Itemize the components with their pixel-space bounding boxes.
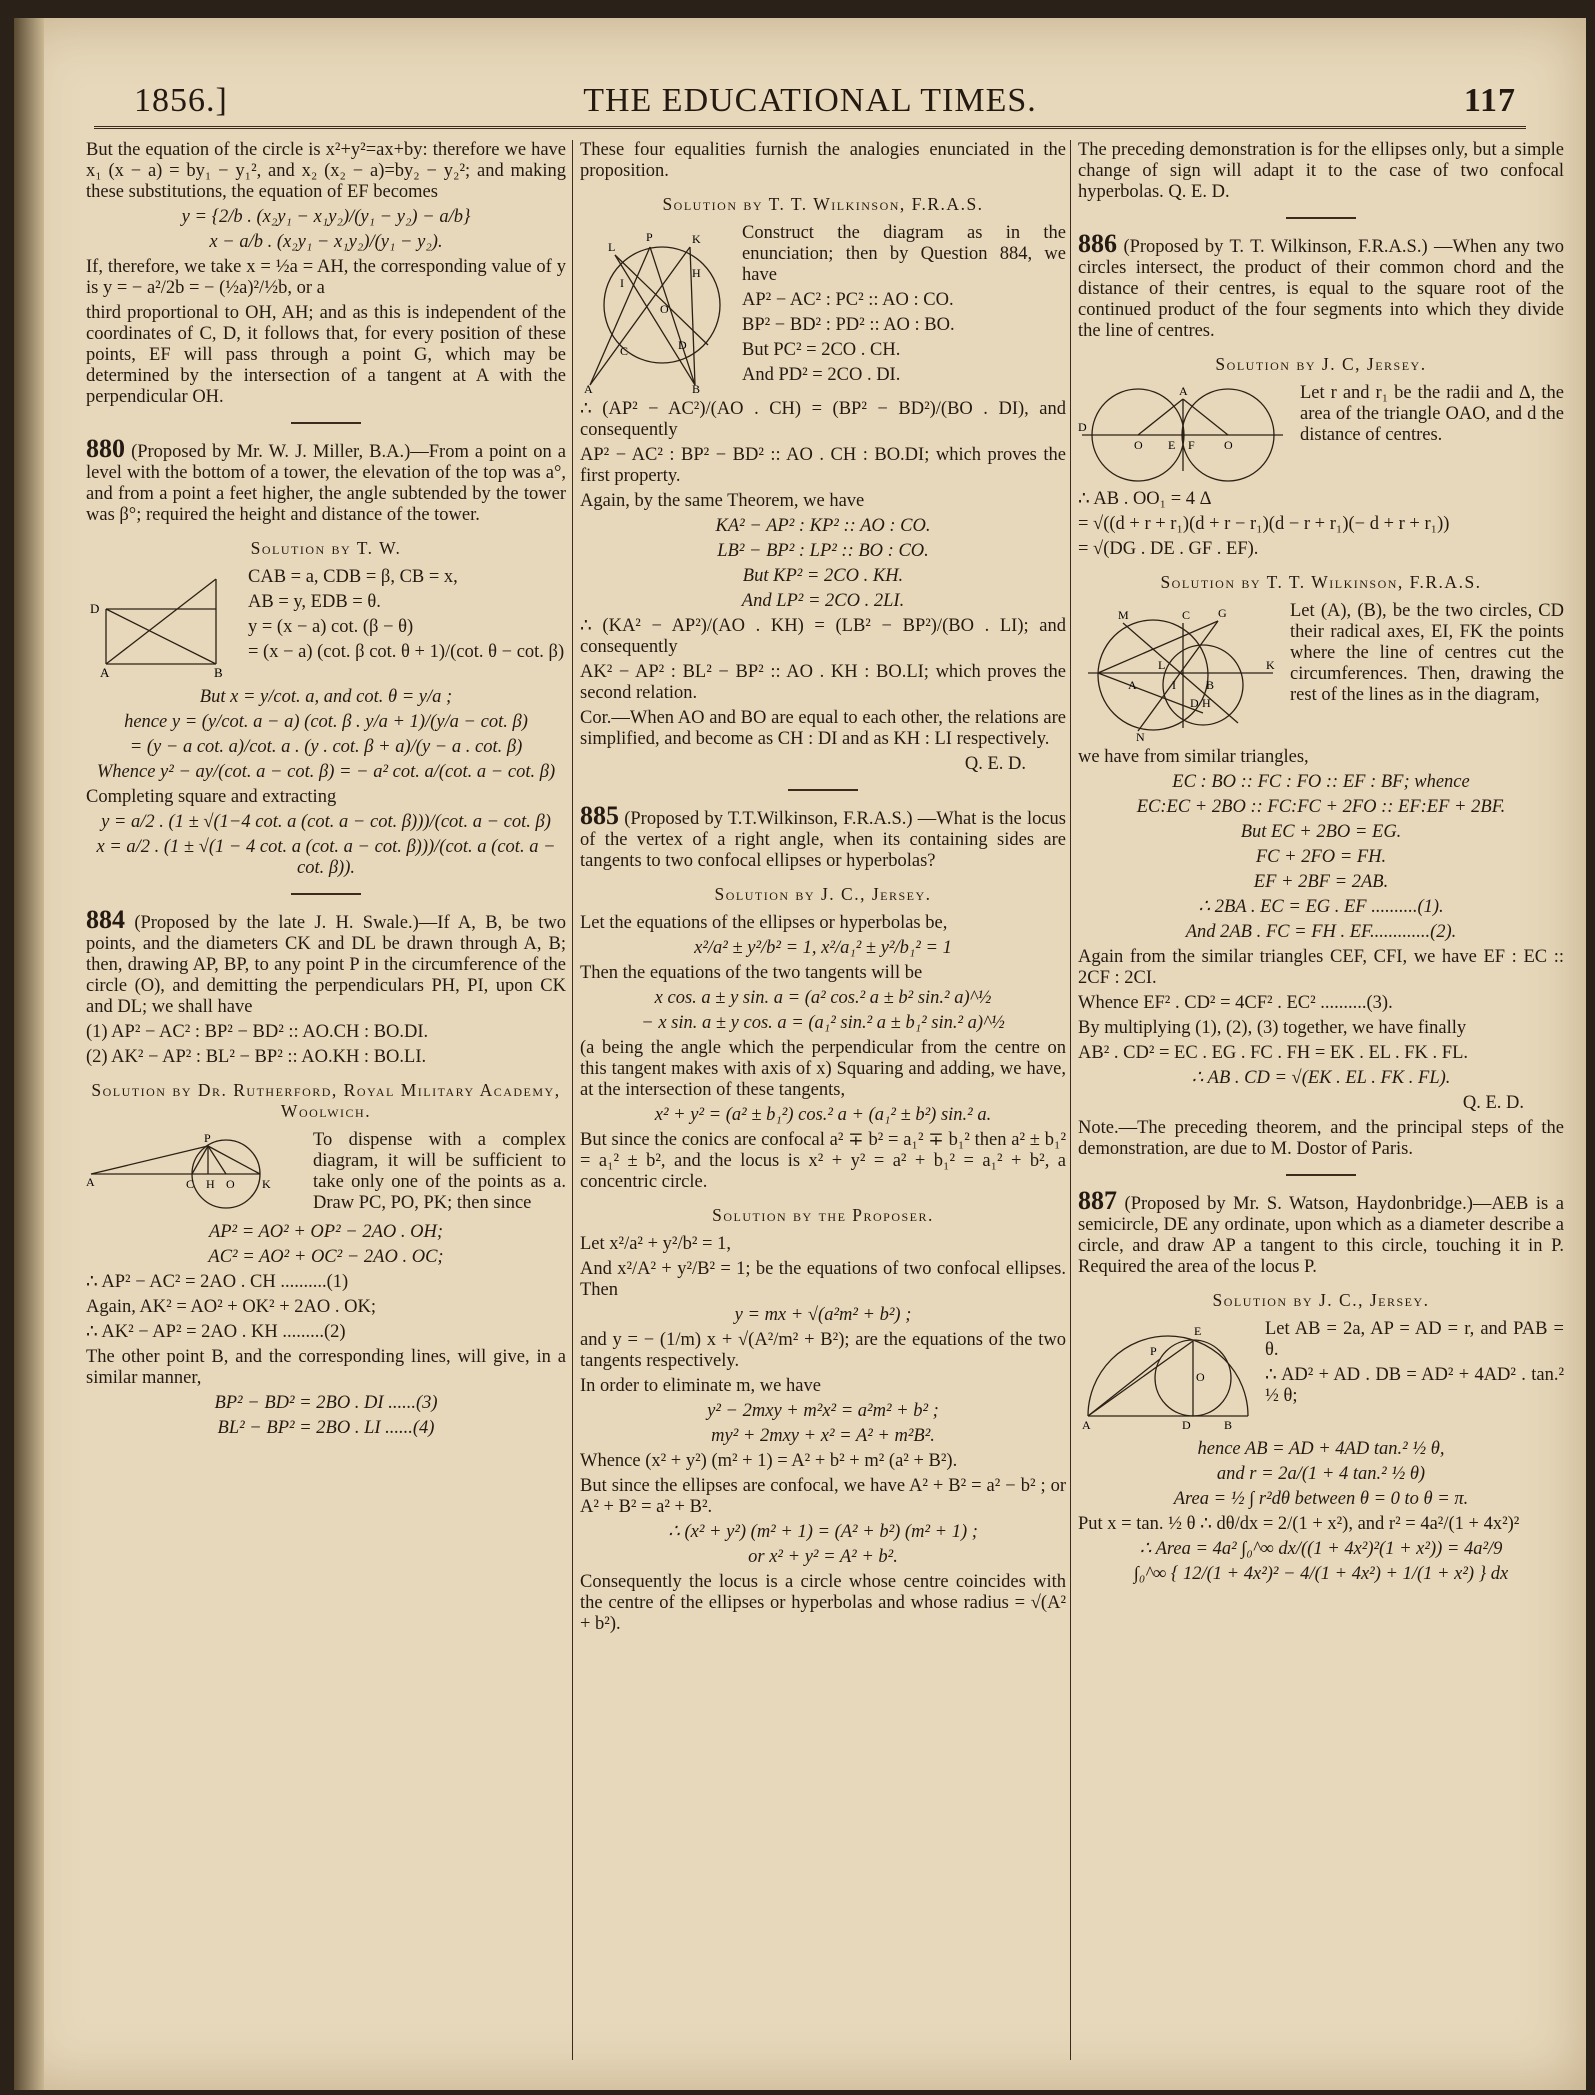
- paragraph: AK² − AP² : BL² − BP² :: AO . KH : BO.LI; which proves the second relation.: [580, 662, 1066, 703]
- paragraph: third proportional to OH, AH; and as this is independent of the coordinates of C, D, it follows that, for every position of these points, EF will pass through a point G, which may be determined by the intersection of a tangent at A with the perpendicular OH.: [86, 303, 566, 407]
- paragraph: Completing square and extracting: [86, 787, 337, 807]
- fig-label: L: [1158, 658, 1166, 672]
- equation: FC + 2FO = FH.: [1255, 847, 1387, 867]
- paragraph: Again, by the same Theorem, we have: [580, 491, 865, 511]
- section-divider: [291, 893, 361, 895]
- equation-line: = (x − a) (cot. β cot. θ + 1)/(cot. θ − cot. β): [248, 642, 565, 662]
- equation: And 2AB . FC = FH . EF.............(2).: [1185, 922, 1457, 942]
- equation: and r = 2a/(1 + 4 tan.² ½ θ): [1216, 1464, 1426, 1484]
- equation-line: ∴ (KA² − AP²)/(AO . KH) = (LB² − BP²)/(BO . LI); and consequently: [580, 616, 1066, 657]
- question-text: (Proposed by T. T. Wilkinson, F.R.A.S.) —When any two circles intersect, the product of their common chord and the distance of their centres, is equal to the square root of the continued product of the four segments into which they divide the line of centres.: [1078, 237, 1565, 341]
- fig-label: L: [608, 240, 616, 254]
- fig-label: B: [214, 665, 223, 679]
- section-divider: [1286, 1174, 1356, 1176]
- fig-label: C: [620, 344, 629, 358]
- semicircle-figure: [1078, 1321, 1253, 1431]
- header-year: 1856.]: [134, 82, 228, 119]
- fig-label: H: [1202, 696, 1211, 710]
- equation: x = a/2 . (1 ± √(1 − 4 cot. a (cot. a − cot. β)))/(cot. a (cot. a − cot. β)).: [96, 837, 556, 878]
- solution-heading: Solution by J. C., Jersey.: [714, 884, 932, 904]
- equation-line: Again, AK² = AO² + OK² + 2AO . OK;: [86, 1297, 376, 1317]
- equation-line: = √(DG . DE . GF . EF).: [1078, 539, 1259, 559]
- column-3: [1078, 140, 1564, 1589]
- paragraph: Then the equations of the two tangents will be: [580, 963, 923, 983]
- column-1: [86, 140, 566, 1443]
- equation-line: (2) AK² − AP² : BL² − BP² :: AO.KH : BO.LI.: [86, 1047, 427, 1067]
- paragraph: But since the conics are confocal a² ∓ b² = a₁² ∓ b₁² then a² ± b₁² = a₁² ± b², and the locus is x² + y² = a² + b₁² = a₁² + b², a concentric circle.: [580, 1130, 1066, 1192]
- equation: x² + y² = (a² ± b₁²) cos.² a + (a₁² ± b²) sin.² a.: [654, 1105, 992, 1125]
- fig-label: H: [692, 266, 701, 280]
- fig-label: D: [1182, 1418, 1191, 1431]
- question-number: 880: [86, 434, 125, 463]
- fig-label: P: [1150, 1344, 1157, 1358]
- wilkinson-figure-2: [1078, 603, 1278, 743]
- column-divider: [1070, 140, 1071, 2060]
- equation-line: And PD² = 2CO . DI.: [742, 365, 901, 385]
- fig-label: B: [1206, 678, 1215, 692]
- paragraph: Let (A), (B), be the two circles, CD their radical axes, EI, FK the points where the line of centres cut the circumferences. Then, drawing the rest of the lines as in the diagram,: [1290, 601, 1564, 705]
- equation: = (y − a cot. a)/cot. a . (y . cot. β + a)/(y − a . cot. β): [129, 737, 523, 757]
- equation-line: Whence (x² + y²) (m² + 1) = A² + b² + m² (a² + B²).: [580, 1451, 958, 1471]
- equation: And LP² = 2CO . 2LI.: [741, 591, 905, 611]
- equation: x cos. a ± y sin. a = (a² cos.² a ± b² sin.² a)^½: [654, 988, 992, 1008]
- equation: hence y = (y/cot. a − a) (cot. β . y/a + 1)/(y/a − cot. β): [124, 712, 528, 732]
- fig-label: A: [100, 665, 110, 679]
- question-number: 884: [86, 905, 125, 934]
- question-text: (Proposed by Mr. S. Watson, Haydonbridge.)—AEB is a semicircle, DE any ordinate, upon which as a diameter describe a circle, and draw AP a tangent to this circle, touching it in P. Required the area of the locus P.: [1078, 1194, 1565, 1277]
- column-2: [580, 140, 1066, 1639]
- note: Note.—The preceding theorem, and the principal steps of the demonstration, are due to M. Dostor of Paris.: [1078, 1118, 1564, 1159]
- paragraph: Construct the diagram as in the enunciation; then by Question 884, we have: [742, 223, 1066, 285]
- header-rule: [94, 126, 1526, 133]
- paragraph: AP² − AC² : BP² − BD² :: AO . CH : BO.DI; which proves the first property.: [580, 445, 1066, 486]
- paragraph: But the equation of the circle is x²+y²=ax+by: therefore we have x₁ (x − a) = by₁ − y₁², and x₂ (x₂ − a)=by₂ − y₂²; and making these substitutions, the equation of EF becomes: [86, 140, 566, 202]
- paragraph: Cor.—When AO and BO are equal to each other, the relations are simplified, and become as CH : DI and as KH : LI respectively.: [580, 708, 1066, 749]
- equation-line: Put x = tan. ½ θ ∴ dθ/dx = 2/(1 + x²), and r² = 4a²/(1 + 4x²)²: [1078, 1514, 1520, 1534]
- question-text: (Proposed by T.T.Wilkinson, F.R.A.S.) —What is the locus of the vertex of a right angle, when its containing sides are tangents to two confocal ellipses or hyperbolas?: [580, 809, 1067, 871]
- equation-line: Whence EF² . CD² = 4CF² . EC² ..........(3).: [1078, 993, 1393, 1013]
- equation: AP² = AO² + OP² − 2AO . OH;: [208, 1222, 444, 1242]
- equation: ∴ 2BA . EC = EG . EF ..........(1).: [1198, 897, 1444, 917]
- equation: or x² + y² = A² + b².: [748, 1547, 898, 1567]
- equation-line: ∴ (AP² − AC²)/(AO . CH) = (BP² − BD²)/(BO . DI), and consequently: [580, 399, 1066, 440]
- column-divider: [572, 140, 573, 2060]
- paragraph: Let r and r₁ be the radii and Δ, the area of the triangle OAO, and d the distance of centres.: [1300, 383, 1564, 445]
- equation: x²/a² ± y²/b² = 1, x²/a₁² ± y²/b₁² = 1: [694, 938, 952, 958]
- question-number: 886: [1078, 229, 1117, 258]
- question-884: [86, 905, 567, 1018]
- paragraph: Again from the similar triangles CEF, CFI, we have EF : EC :: 2CF : 2CI.: [1078, 947, 1564, 988]
- qed: Q. E. D.: [964, 754, 1026, 774]
- header-page-number: 117: [1463, 82, 1516, 119]
- solution-heading: Solution by T. T. Wilkinson, F.R.A.S.: [1160, 572, 1482, 592]
- paragraph: By multiplying (1), (2), (3) together, we have finally: [1078, 1018, 1467, 1038]
- equation: EC : BO :: FC : FO :: EF : BF; whence: [1172, 772, 1470, 792]
- equation-line: AP² − AC² : PC² :: AO : CO.: [742, 290, 954, 310]
- question-886: [1078, 229, 1565, 342]
- equation: y = a/2 . (1 ± √(1−4 cot. a (cot. a − cot. β)))/(cot. a − cot. β): [101, 812, 551, 832]
- solution-heading: Solution by Dr. Rutherford, Royal Military Academy, Woolwich.: [91, 1080, 561, 1121]
- equation-line: ∴ AP² − AC² = 2AO . CH ..........(1): [86, 1272, 349, 1292]
- equation-line: CAB = a, CDB = β, CB = x,: [248, 567, 458, 587]
- question-number: 885: [580, 801, 619, 830]
- paragraph: If, therefore, we take x = ½a = AH, the corresponding value of y is y = − a²/2b = − (½a)²/½b, or a: [86, 257, 566, 298]
- equation: y = mx + √(a²m² + b²) ;: [734, 1305, 912, 1325]
- equation: But EC + 2BO = EG.: [1240, 822, 1402, 842]
- fig-label: I: [620, 276, 624, 290]
- binding-spine: [14, 18, 44, 2090]
- equation-line: ∴ AB . OO₁ = 4 Δ: [1078, 489, 1212, 509]
- fig-label: M: [1118, 608, 1129, 622]
- fig-label: K: [692, 232, 701, 246]
- equation-line: (1) AP² − AC² : BP² − BD² :: AO.CH : BO.DI.: [86, 1022, 429, 1042]
- equation-line: BP² − BD² : PD² :: AO : BO.: [742, 315, 955, 335]
- radical-axis-diagram: [1078, 603, 1278, 743]
- section-divider: [788, 789, 858, 791]
- equation-line: y = (x − a) cot. (β − θ): [248, 617, 414, 637]
- paragraph: And x²/A² + y²/B² = 1; be the equations of two confocal ellipses. Then: [580, 1259, 1066, 1300]
- fig-label: K: [1266, 658, 1275, 672]
- question-885: [580, 801, 1067, 872]
- equation-line: But PC² = 2CO . CH.: [742, 340, 901, 360]
- fig-label: P: [646, 230, 653, 244]
- solution-heading: Solution by J. C., Jersey.: [1212, 1290, 1430, 1310]
- equation: BP² − BD² = 2BO . DI ......(3): [214, 1393, 438, 1413]
- wilkinson-diagram: [580, 225, 730, 395]
- question-number: 887: [1078, 1186, 1117, 1215]
- jc-figure: [1078, 385, 1288, 485]
- solution-heading: Solution by T. T. Wilkinson, F.R.A.S.: [662, 194, 984, 214]
- running-header: [74, 82, 1546, 126]
- fig-label: G: [1218, 606, 1227, 620]
- equation: my² + 2mxy + x² = A² + m²B².: [711, 1426, 935, 1446]
- qed: Q. E. D.: [1462, 1093, 1524, 1113]
- solution-heading: Solution by the Proposer.: [712, 1205, 934, 1225]
- fig-label: I: [1172, 678, 1176, 692]
- equation: But x = y/cot. a, and cot. θ = y/a ;: [199, 687, 453, 707]
- paragraph: In order to eliminate m, we have: [580, 1376, 821, 1396]
- rutherford-figure: [86, 1132, 301, 1210]
- fig-label: H: [206, 1177, 215, 1191]
- equation: ∫₀^∞ { 12/(1 + 4x²)² − 4/(1 + 4x²) + 1/(1 + x²) } dx: [1133, 1564, 1509, 1584]
- paragraph: Consequently the locus is a circle whose centre coincides with the centre of the ellipses or hyperbolas and whose radius = √(A² + b²).: [580, 1572, 1066, 1634]
- fig-label: D: [678, 338, 687, 352]
- fig-label: A: [86, 1175, 95, 1189]
- equation: AC² = AO² + OC² − 2AO . OC;: [208, 1247, 444, 1267]
- equation: y = {2/b . (x₂y₁ − x₁y₂)/(y₁ − y₂) − a/b}: [181, 207, 471, 227]
- header-title: THE EDUCATIONAL TIMES.: [583, 82, 1037, 119]
- equation-line: Let AB = 2a, AP = AD = r, and PAB = θ.: [1265, 1319, 1564, 1360]
- wilkinson-figure: [580, 225, 730, 395]
- equation: hence AB = AD + 4AD tan.² ½ θ,: [1197, 1439, 1445, 1459]
- question-text: (Proposed by the late J. H. Swale.)—If A, B, be two points, and the diameters CK and DL be drawn through A, B; then, drawing AP, BP, to any point P in the circumference of the circle (O), and demitting the perpendiculars PH, PI, upon CK and DL; we shall have: [86, 913, 567, 1017]
- question-text: (Proposed by Mr. W. J. Miller, B.A.)—From a point on a level with the bottom of a tower, the elevation of the top was a°, and from a point a feet higher, the angle subtended by the tower was β°; required the height and distance of the tower.: [86, 442, 567, 525]
- equation-line: AB² . CD² = EC . EG . FC . FH = EK . EL . FK . FL.: [1078, 1043, 1468, 1063]
- fig-label: A: [1082, 1418, 1091, 1431]
- fig-label: B: [1224, 1418, 1233, 1431]
- fig-label: A: [1179, 385, 1188, 398]
- fig-label: E: [1194, 1324, 1202, 1338]
- fig-label: B: [692, 382, 701, 395]
- equation: But KP² = 2CO . KH.: [742, 566, 904, 586]
- equation: Whence y² − ay/(cot. a − cot. β) = − a² cot. a/(cot. a − cot. β): [96, 762, 556, 782]
- paragraph: But since the ellipses are confocal, we have A² + B² = a² − b² ; or A² + B² = a² + B².: [580, 1476, 1066, 1517]
- section-divider: [291, 422, 361, 424]
- fig-label: O: [1224, 438, 1233, 452]
- circle-diagram: [86, 1132, 301, 1210]
- equation: − x sin. a ± y cos. a = (a₁² sin.² a ± b₁² sin.² a)^½: [641, 1013, 1005, 1033]
- fig-label: E: [1168, 438, 1176, 452]
- fig-label: O: [1196, 1370, 1205, 1384]
- fig-label: F: [1188, 438, 1195, 452]
- question-880: [86, 434, 567, 526]
- solution-heading: Solution by J. C, Jersey.: [1215, 354, 1427, 374]
- equation-line: = √((d + r + r₁)(d + r − r₁)(d − r + r₁)(− d + r + r₁)): [1078, 514, 1450, 534]
- equation: ∴ (x² + y²) (m² + 1) = (A² + b²) (m² + 1) ;: [668, 1522, 978, 1542]
- two-circles-diagram: [1078, 385, 1288, 485]
- paragraph: we have from similar triangles,: [1078, 747, 1309, 767]
- equation: EF + 2BF = 2AB.: [1253, 872, 1389, 892]
- page: [14, 18, 1586, 2090]
- tower-diagram: [86, 569, 236, 679]
- fig-label: P: [204, 1132, 211, 1145]
- fig-label: D: [90, 601, 100, 616]
- question-887: [1078, 1186, 1565, 1278]
- equation: x − a/b . (x₂y₁ − x₁y₂)/(y₁ − y₂).: [209, 232, 443, 252]
- fig-label: C: [186, 1177, 195, 1191]
- fig-label: A: [584, 382, 593, 395]
- equation-line: ∴ AK² − AP² = 2AO . KH .........(2): [86, 1322, 346, 1342]
- fig-label: O: [660, 302, 669, 316]
- equation: BL² − BP² = 2BO . LI ......(4): [217, 1418, 435, 1438]
- paragraph: The other point B, and the corresponding lines, will give, in a similar manner,: [86, 1347, 566, 1388]
- solution-heading: Solution by T. W.: [250, 538, 402, 558]
- equation: ∴ Area = 4a² ∫₀^∞ dx/((1 + 4x²)²(1 + x²)) = 4a²/9: [1139, 1539, 1503, 1559]
- section-divider: [1286, 217, 1356, 219]
- paragraph: Let the equations of the ellipses or hyperbolas be,: [580, 913, 948, 933]
- semicircle-diagram: [1078, 1321, 1253, 1431]
- paragraph: The preceding demonstration is for the ellipses only, but a simple change of sign will adapt it to the case of two confocal hyperbolas. Q. E. D.: [1078, 140, 1564, 202]
- fig-label: N: [1136, 730, 1145, 743]
- equation: KA² − AP² : KP² :: AO : CO.: [715, 516, 931, 536]
- paragraph: These four equalities furnish the analogies enunciated in the proposition.: [580, 140, 1066, 181]
- equation: Area = ½ ∫ r²dθ between θ = 0 to θ = π.: [1173, 1489, 1469, 1509]
- paragraph: and y = − (1/m) x + √(A²/m² + B²); are the equations of the two tangents respectively.: [580, 1330, 1066, 1371]
- fig-label: A: [1128, 678, 1137, 692]
- paragraph: (a being the angle which the perpendicular from the centre on this tangent makes with axis of x) Squaring and adding, we have, at the intersection of these tangents,: [580, 1038, 1066, 1100]
- fig-label: D: [1078, 420, 1087, 434]
- fig-label: C: [1182, 608, 1191, 622]
- paragraph: To dispense with a complex diagram, it will be sufficient to take only one of the points as a. Draw PC, PO, PK; then since: [313, 1130, 566, 1213]
- equation-line: ∴ AD² + AD . DB = AD² + 4AD² . tan.² ½ θ;: [1265, 1365, 1564, 1406]
- fig-label: K: [262, 1177, 271, 1191]
- equation-line: Let x²/a² + y²/b² = 1,: [580, 1234, 731, 1254]
- equation: LB² − BP² : LP² :: BO : CO.: [717, 541, 929, 561]
- fig-label: O: [1134, 438, 1143, 452]
- equation: ∴ AB . CD = √(EK . EL . FK . FL).: [1191, 1068, 1451, 1088]
- equation: EC:EC + 2BO :: FC:FC + 2FO :: EF:EF + 2BF.: [1136, 797, 1506, 817]
- equation-line: AB = y, EDB = θ.: [248, 592, 381, 612]
- fig-label: D: [1190, 696, 1199, 710]
- equation: y² − 2mxy + m²x² = a²m² + b² ;: [707, 1401, 939, 1421]
- fig-label: O: [226, 1177, 235, 1191]
- tower-figure: [86, 569, 236, 679]
